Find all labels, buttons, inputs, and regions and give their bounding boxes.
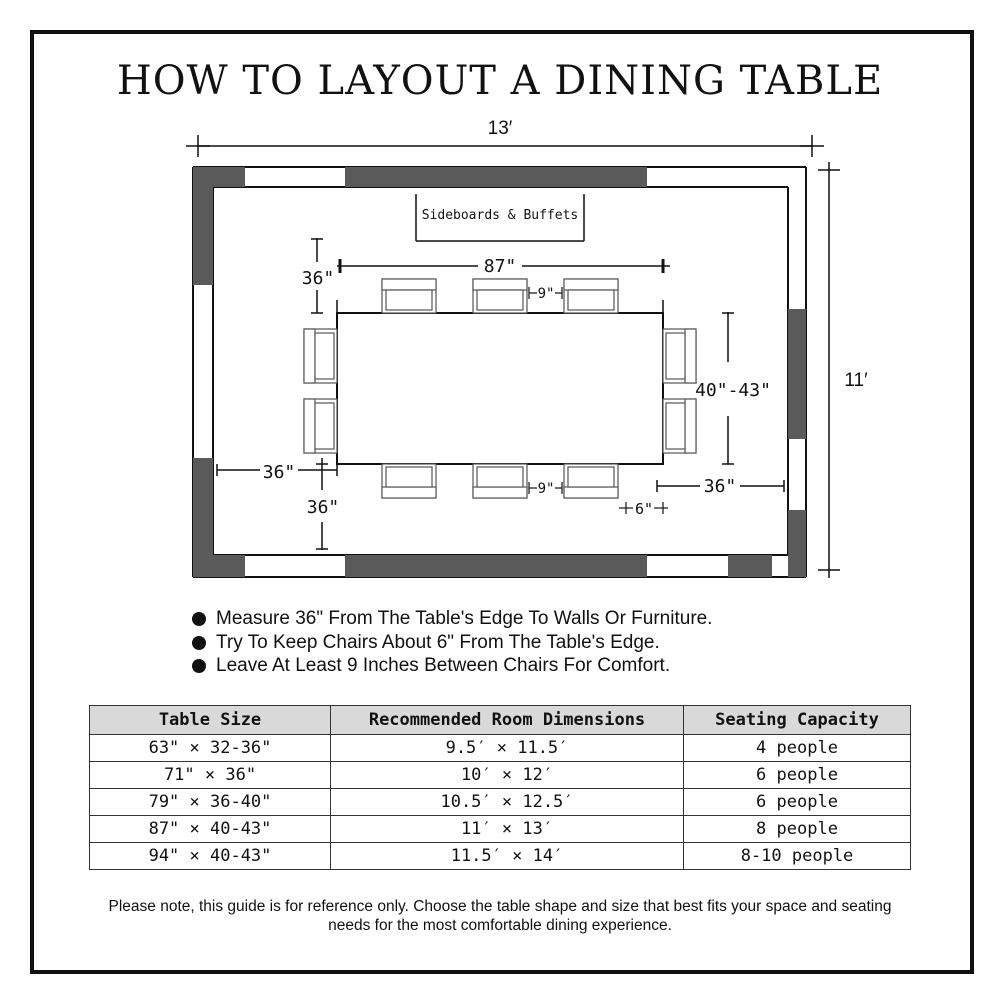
room-width-dimension: [186, 118, 824, 157]
clearance-top-label: 36": [301, 268, 335, 289]
header-table-size: Table Size: [90, 706, 331, 735]
cell-table-size: 87" × 40-43": [90, 816, 331, 843]
header-seating-capacity: Seating Capacity: [684, 706, 911, 735]
sideboard-label: Sideboards & Buffets: [421, 208, 579, 223]
chair: [304, 329, 337, 383]
tip-item: [192, 631, 713, 655]
table-row: [90, 762, 911, 789]
chair: [382, 464, 436, 498]
room-height-dimension: [818, 162, 868, 578]
tip-text: Measure 36" From The Table's Edge To Walls Or Furniture.: [216, 608, 713, 629]
tip-text: Try To Keep Chairs About 6" From The Table's Edge.: [216, 631, 660, 653]
cell-seating-capacity: 6 people: [684, 789, 911, 816]
header-room-dimensions: Recommended Room Dimensions: [331, 706, 684, 735]
tip-item: [192, 654, 713, 678]
cell-room-dimensions: 10′ × 12′: [331, 762, 684, 789]
cell-room-dimensions: 9.5′ × 11.5′: [331, 735, 684, 762]
disclaimer-note: Please note, this guide is for reference only. Choose the table shape and size that best fits your space and seating needs for the most comfortable dining experience.: [108, 898, 892, 934]
clearance-bottom-label: 36": [306, 497, 340, 518]
chair: [382, 279, 436, 313]
clearance-right-label: 36": [703, 476, 737, 497]
chair: [564, 464, 618, 498]
clearance-left-label: 36": [262, 462, 296, 483]
table-length-label: 87": [483, 256, 517, 277]
table-row: [90, 735, 911, 762]
cell-room-dimensions: 11′ × 13′: [331, 816, 684, 843]
cell-room-dimensions: 10.5′ × 12.5′: [331, 789, 684, 816]
cell-seating-capacity: 8 people: [684, 816, 911, 843]
cell-seating-capacity: 6 people: [684, 762, 911, 789]
chair: [473, 464, 527, 498]
table-row: [90, 816, 911, 843]
bullet-icon: [192, 636, 206, 650]
chair-gap-bottom-label: 9": [537, 481, 555, 497]
page-title: HOW TO LAYOUT A DINING TABLE: [116, 58, 884, 104]
table-row: [90, 789, 911, 816]
chair: [473, 279, 527, 313]
cell-seating-capacity: 8-10 people: [684, 843, 911, 870]
tip-item: [192, 607, 713, 631]
room-height-label: 11′: [844, 370, 868, 391]
cell-table-size: 63" × 32-36": [90, 735, 331, 762]
cell-table-size: 79" × 36-40": [90, 789, 331, 816]
table-header-row: [90, 706, 911, 735]
cell-table-size: 94" × 40-43": [90, 843, 331, 870]
tip-text: Leave At Least 9 Inches Between Chairs For Comfort.: [216, 655, 671, 676]
chair: [663, 399, 696, 453]
cell-seating-capacity: 4 people: [684, 735, 911, 762]
dining-table: [337, 313, 663, 464]
chair-gap-top-label: 9": [537, 286, 555, 302]
chair: [304, 399, 337, 453]
tips-list: [192, 607, 713, 678]
chair: [663, 329, 696, 383]
chair-offset-label: 6": [634, 500, 654, 518]
table-width-label: 40"-43": [695, 380, 771, 401]
chair: [564, 279, 618, 313]
table-row: [90, 843, 911, 870]
size-guide-table: [89, 705, 911, 870]
sideboard: [416, 194, 584, 241]
cell-room-dimensions: 11.5′ × 14′: [331, 843, 684, 870]
room-width-label: 13′: [487, 118, 513, 139]
bullet-icon: [192, 612, 206, 626]
cell-table-size: 71" × 36": [90, 762, 331, 789]
bullet-icon: [192, 659, 206, 673]
